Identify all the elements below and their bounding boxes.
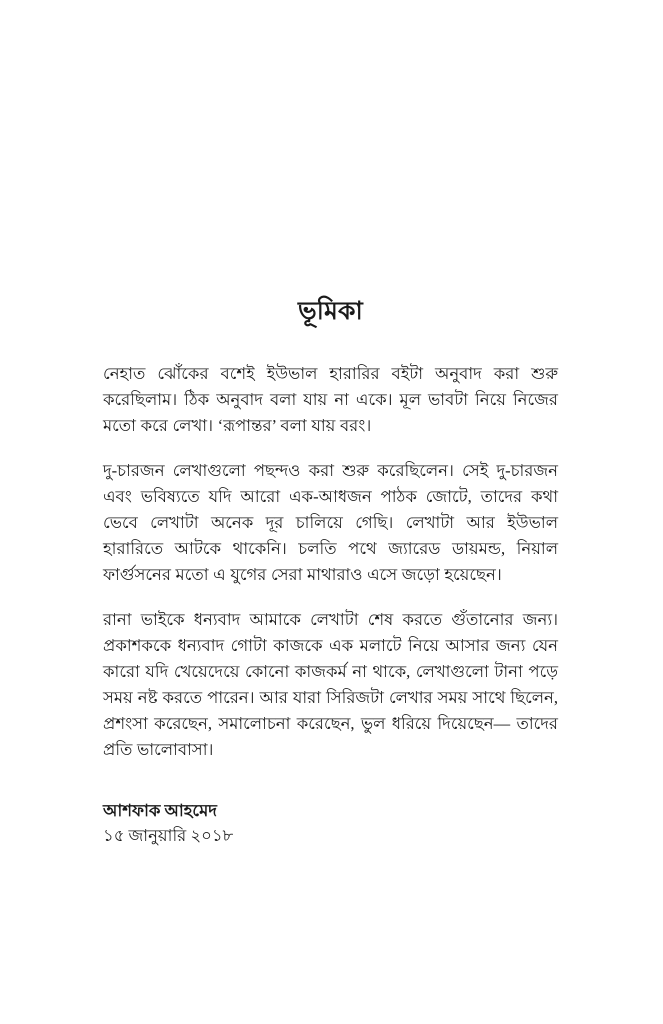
preface-paragraph-3: রানা ভাইকে ধন্যবাদ আমাকে লেখাটা শেষ করতে গুঁতানোর জন্য। প্রকাশককে ধন্যবাদ গোটা কাজকে এক মলাটে নিয়ে আসার জন্য যেন কারো যদি খেয়েদেয়ে কোনো কাজকর্ম না থাকে, লেখাগুলো টানা পড়ে সময় নষ্ট করতে পারেন। আর যারা সিরিজটা লেখার সময় সাথে ছিলেন, প্রশংসা করেছেন, সমালোচনা করেছেন, ভুল ধরিয়ে দিয়েছেন— তাদের প্রতি ভালোবাসা। (103, 610, 558, 760)
page-content (103, 296, 558, 848)
signature-date: ১৫ জানুয়ারি ২০১৮ (103, 826, 234, 846)
signature-block (103, 798, 558, 848)
preface-paragraph-2: দু-চারজন লেখাগুলো পছন্দও করা শুরু করেছিলেন। সেই দু-চারজন এবং ভবিষ্যতে যদি আরো এক-আধজন পাঠক জোটে, তাদের কথা ভেবে লেখাটা অনেক দূর চালিয়ে গেছি। লেখাটা আর ইউভাল হারারিতে আটকে থাকেনি। চলতি পথে জ্যারেড ডায়মন্ড, নিয়াল ফার্গুসনের মতো এ যুগের সেরা মাথারাও এসে জড়ো হয়েছেন। (103, 461, 558, 585)
signature-author-name: আশফাক আহমেদ (103, 801, 217, 821)
preface-paragraph-1: নেহাত ঝোঁকের বশেই ইউভাল হারারির বইটা অনুবাদ করা শুরু করেছিলাম। ঠিক অনুবাদ বলা যায় না একে। মূল ভাবটা নিয়ে নিজের মতো করে লেখা। ‘রূপান্তর’ বলা যায় বরং। (103, 364, 558, 436)
page-title: ভূমিকা (297, 298, 363, 325)
